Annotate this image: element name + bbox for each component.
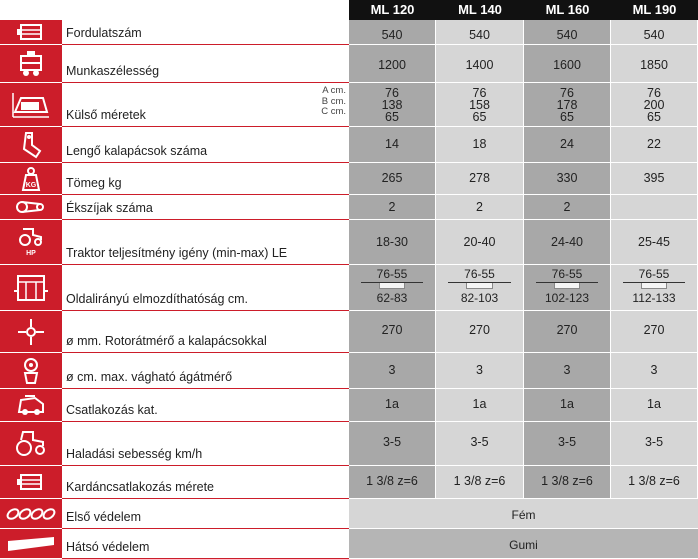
- table-cell: 3: [524, 353, 611, 389]
- table-cell: 270: [349, 311, 436, 353]
- table-cell: 14: [349, 127, 436, 163]
- table-cell: 540: [349, 20, 436, 45]
- rear-guard-icon: [0, 529, 62, 559]
- spec-row-pto: [0, 466, 698, 499]
- hitch-icon: [0, 389, 62, 422]
- table-cell: 3-5: [436, 422, 524, 466]
- model-header-ml160: ML 160: [545, 2, 590, 17]
- table-cell: 1a: [611, 389, 698, 422]
- row-label: Traktor teljesítmény igény (min-max) LE: [66, 246, 288, 260]
- svg-text:HP: HP: [26, 250, 36, 257]
- model-header-ml140: ML 140: [458, 2, 502, 17]
- spec-row-working-width: [0, 45, 698, 83]
- table-cell: 20-40: [436, 220, 524, 265]
- table-cell: 76 178 65: [524, 83, 611, 127]
- branch-icon: [0, 353, 62, 389]
- table-cell: 1200: [349, 45, 436, 83]
- table-cell: [611, 195, 698, 220]
- table-cell: 1a: [524, 389, 611, 422]
- table-cell: 76-55 102-123: [524, 265, 611, 311]
- table-cell: 3: [611, 353, 698, 389]
- row-label: Tömeg kg: [66, 176, 122, 190]
- spec-row-hitch-category: [0, 389, 698, 422]
- spec-row-tractor-power: [0, 220, 698, 265]
- table-cell: 2: [349, 195, 436, 220]
- table-cell: 3-5: [349, 422, 436, 466]
- spec-row-rotor-diameter: [0, 311, 698, 353]
- weight-icon: [0, 163, 62, 195]
- table-cell-span: Fém: [349, 499, 698, 529]
- spec-row-weight: [0, 163, 698, 195]
- table-cell: 25-45: [611, 220, 698, 265]
- table-cell: 18: [436, 127, 524, 163]
- table-cell: 76-55 82-103: [436, 265, 524, 311]
- dimension-sublabels: A cm. B cm. C cm.: [321, 85, 346, 117]
- row-label: Hátsó védelem: [66, 540, 150, 554]
- table-cell: 1a: [436, 389, 524, 422]
- rotor-icon: [0, 311, 62, 353]
- table-cell: 1850: [611, 45, 698, 83]
- model-header-ml120: ML 120: [370, 2, 415, 17]
- side-shift-icon: [0, 265, 62, 311]
- spec-row-rpm: [0, 20, 698, 45]
- table-cell: 270: [524, 311, 611, 353]
- spec-row-front-guard: [0, 499, 698, 529]
- table-cell: 330: [524, 163, 611, 195]
- row-label: Első védelem: [66, 510, 142, 524]
- range-gauge: [379, 283, 405, 289]
- table-cell: 24-40: [524, 220, 611, 265]
- row-label: Külső méretek: [66, 108, 146, 122]
- spec-row-speed: [0, 422, 698, 466]
- table-cell: 22: [611, 127, 698, 163]
- table-cell-span: Gumi: [349, 529, 698, 559]
- range-gauge: [641, 283, 667, 289]
- table-cell: 1 3/8 z=6: [349, 466, 436, 499]
- row-label: Lengő kalapácsok száma: [66, 144, 208, 158]
- dimensions-icon: [0, 83, 62, 127]
- table-cell: 2: [524, 195, 611, 220]
- table-cell: 1600: [524, 45, 611, 83]
- row-label: Kardáncsatlakozás mérete: [66, 480, 214, 494]
- spec-row-side-shift: [0, 265, 698, 311]
- belt-icon: [0, 195, 62, 220]
- row-label: Munkaszélesség: [66, 64, 160, 78]
- table-cell: 1 3/8 z=6: [611, 466, 698, 499]
- rpm-icon: [0, 20, 62, 45]
- table-cell: 3: [349, 353, 436, 389]
- table-cell: 278: [436, 163, 524, 195]
- table-cell: 395: [611, 163, 698, 195]
- spec-row-branch-diameter: [0, 353, 698, 389]
- table-cell: 18-30: [349, 220, 436, 265]
- range-gauge: [466, 283, 493, 289]
- table-cell: 1a: [349, 389, 436, 422]
- table-cell: 2: [436, 195, 524, 220]
- table-cell: 3-5: [611, 422, 698, 466]
- svg-text:KG: KG: [25, 181, 37, 189]
- range-gauge: [554, 283, 580, 289]
- table-cell: 76-55 112-133: [611, 265, 698, 311]
- table-cell: 1 3/8 z=6: [436, 466, 524, 499]
- spec-row-belts: [0, 195, 698, 220]
- chain-guard-icon: [0, 499, 62, 529]
- row-label: ø cm. max. vágható ágátmérő: [66, 370, 233, 384]
- row-label: Haladási sebesség km/h: [66, 447, 203, 461]
- row-label: Csatlakozás kat.: [66, 403, 158, 417]
- row-label: Oldalirányú elmozdíthatóság cm.: [66, 292, 249, 306]
- table-cell: 76 138 65: [349, 83, 436, 127]
- row-label: Ékszíjak száma: [66, 201, 153, 215]
- table-cell: 270: [436, 311, 524, 353]
- pto-icon: [0, 466, 62, 499]
- table-cell: 540: [436, 20, 524, 45]
- spec-row-hammers: [0, 127, 698, 163]
- table-cell: 24: [524, 127, 611, 163]
- tractor-hp-icon: [0, 220, 62, 265]
- table-cell: 1400: [436, 45, 524, 83]
- table-cell: 540: [524, 20, 611, 45]
- table-cell: 540: [611, 20, 698, 45]
- row-label: Fordulatszám: [66, 26, 142, 40]
- table-cell: 265: [349, 163, 436, 195]
- table-cell: 76 200 65: [611, 83, 698, 127]
- table-cell: 270: [611, 311, 698, 353]
- hammer-icon: [0, 127, 62, 163]
- table-cell: 1 3/8 z=6: [524, 466, 611, 499]
- table-cell: 76-55 62-83: [349, 265, 436, 311]
- row-label: ø mm. Rotorátmérő a kalapácsokkal: [66, 334, 267, 348]
- model-header-ml190: ML 190: [632, 2, 677, 17]
- table-cell: 76 158 65: [436, 83, 524, 127]
- table-cell: 3: [436, 353, 524, 389]
- spec-row-dimensions: [0, 83, 698, 127]
- tractor-speed-icon: [0, 422, 62, 466]
- spec-row-rear-guard: [0, 529, 698, 559]
- table-cell: 3-5: [524, 422, 611, 466]
- working-width-icon: [0, 45, 62, 83]
